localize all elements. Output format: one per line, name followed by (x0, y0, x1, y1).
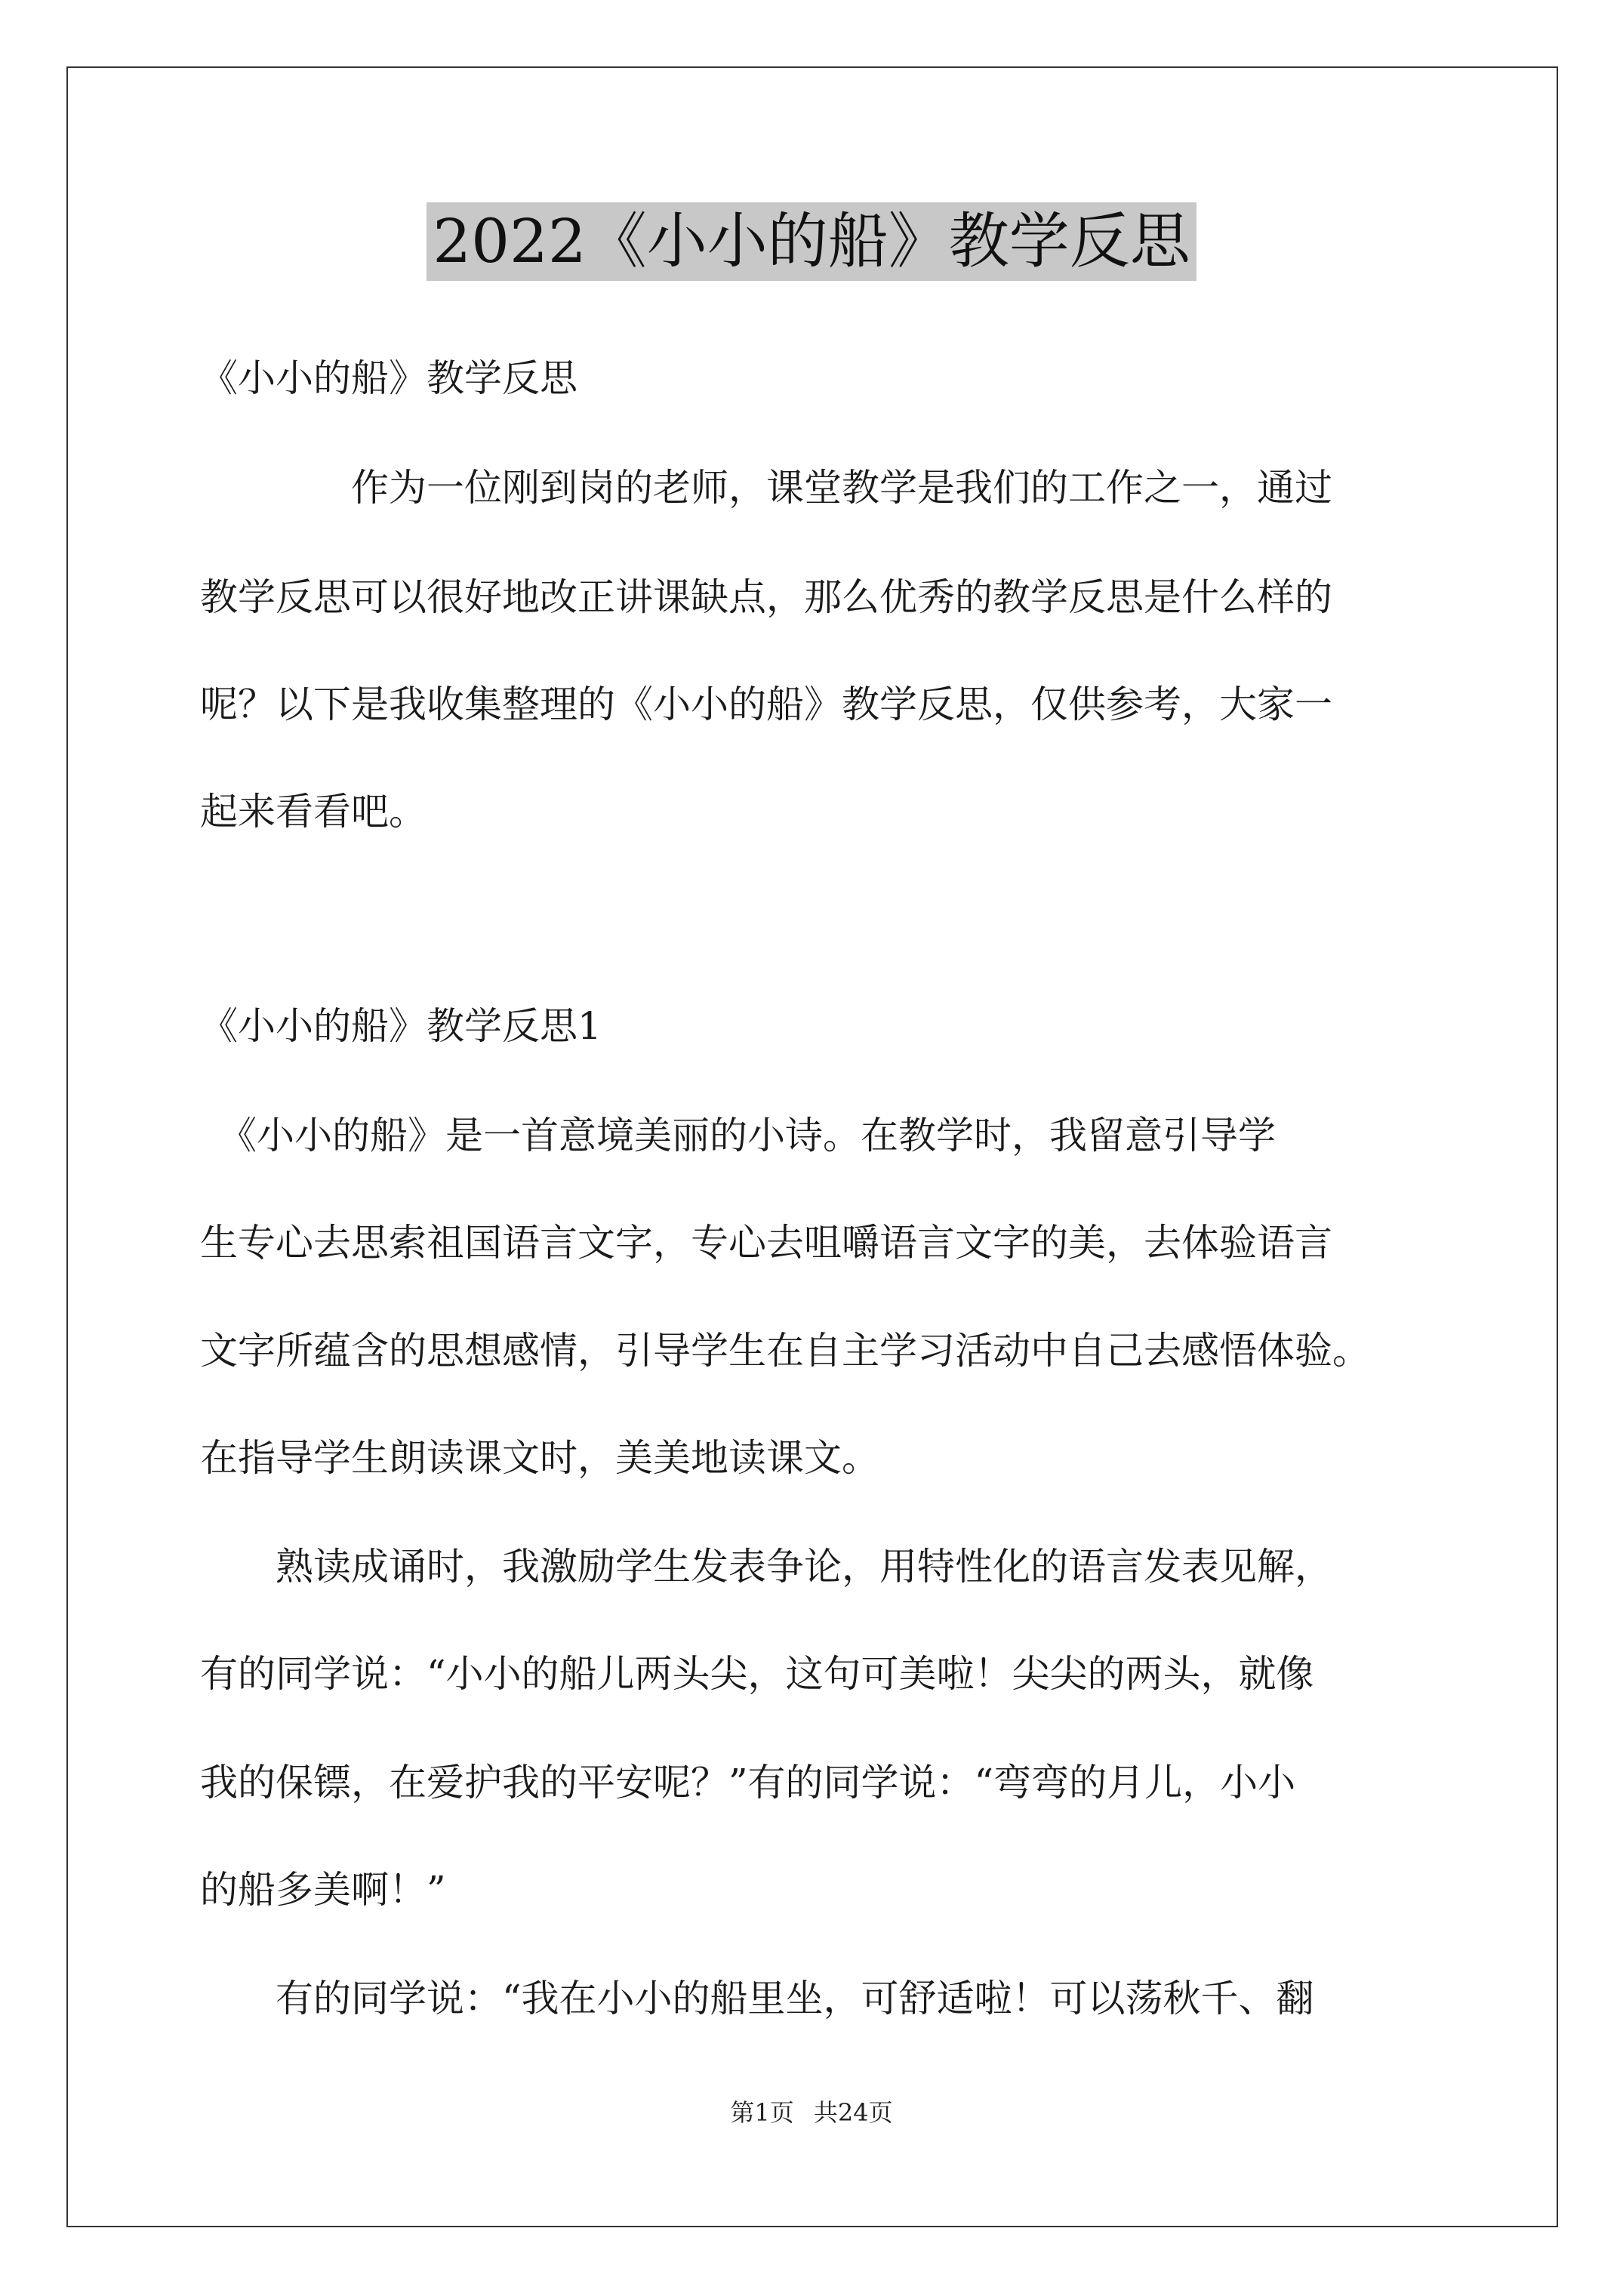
paragraph-line: 在指导学生朗读课文时，美美地读课文。 (200, 1436, 879, 1480)
paragraph-line: 熟读成诵时，我激励学生发表争论，用特性化的语言发表见解， (200, 1545, 1332, 1589)
section-heading-1: 《小小的船》教学反思1 (200, 1004, 602, 1048)
paragraph-line: 作为一位刚到岗的老师，课堂教学是我们的工作之一，通过 (200, 466, 1332, 510)
paragraph-line: 生专心去思索祖国语言文字，专心去咀嚼语言文字的美，去体验语言 (200, 1221, 1332, 1265)
page-number-total: 共24页 (813, 2098, 893, 2127)
section-heading-intro: 《小小的船》教学反思 (200, 356, 577, 400)
paragraph-line: 我的保镖，在爱护我的平安呢？”有的同学说：“弯弯的月儿，小小 (200, 1761, 1296, 1804)
paragraph-line: 呢？以下是我收集整理的《小小的船》教学反思，仅供参考，大家一 (200, 683, 1332, 726)
paragraph-line: 的船多美啊！” (200, 1868, 446, 1912)
paragraph-line: 起来看看吧。 (200, 790, 427, 834)
paragraph-line: 《小小的船》是一首意境美丽的小诗。在教学时，我留意引导学 (200, 1114, 1276, 1157)
title-container (0, 202, 1623, 281)
paragraph-line: 文字所蕴含的思想感情，引导学生在自主学习活动中自己去感悟体验。 (200, 1329, 1370, 1373)
paragraph-line: 教学反思可以很好地改正讲课缺点，那么优秀的教学反思是什么样的 (200, 575, 1332, 619)
paragraph-line: 有的同学说：“小小的船儿两头尖，这句可美啦！尖尖的两头，就像 (200, 1652, 1314, 1696)
page-footer (0, 2097, 1623, 2128)
paragraph-line: 有的同学说：“我在小小的船里坐，可舒适啦！可以荡秋千、翻 (200, 1977, 1314, 2020)
document-title: 2022《小小的船》教学反思 (427, 202, 1196, 281)
page-number-current: 第1页 (730, 2098, 794, 2127)
